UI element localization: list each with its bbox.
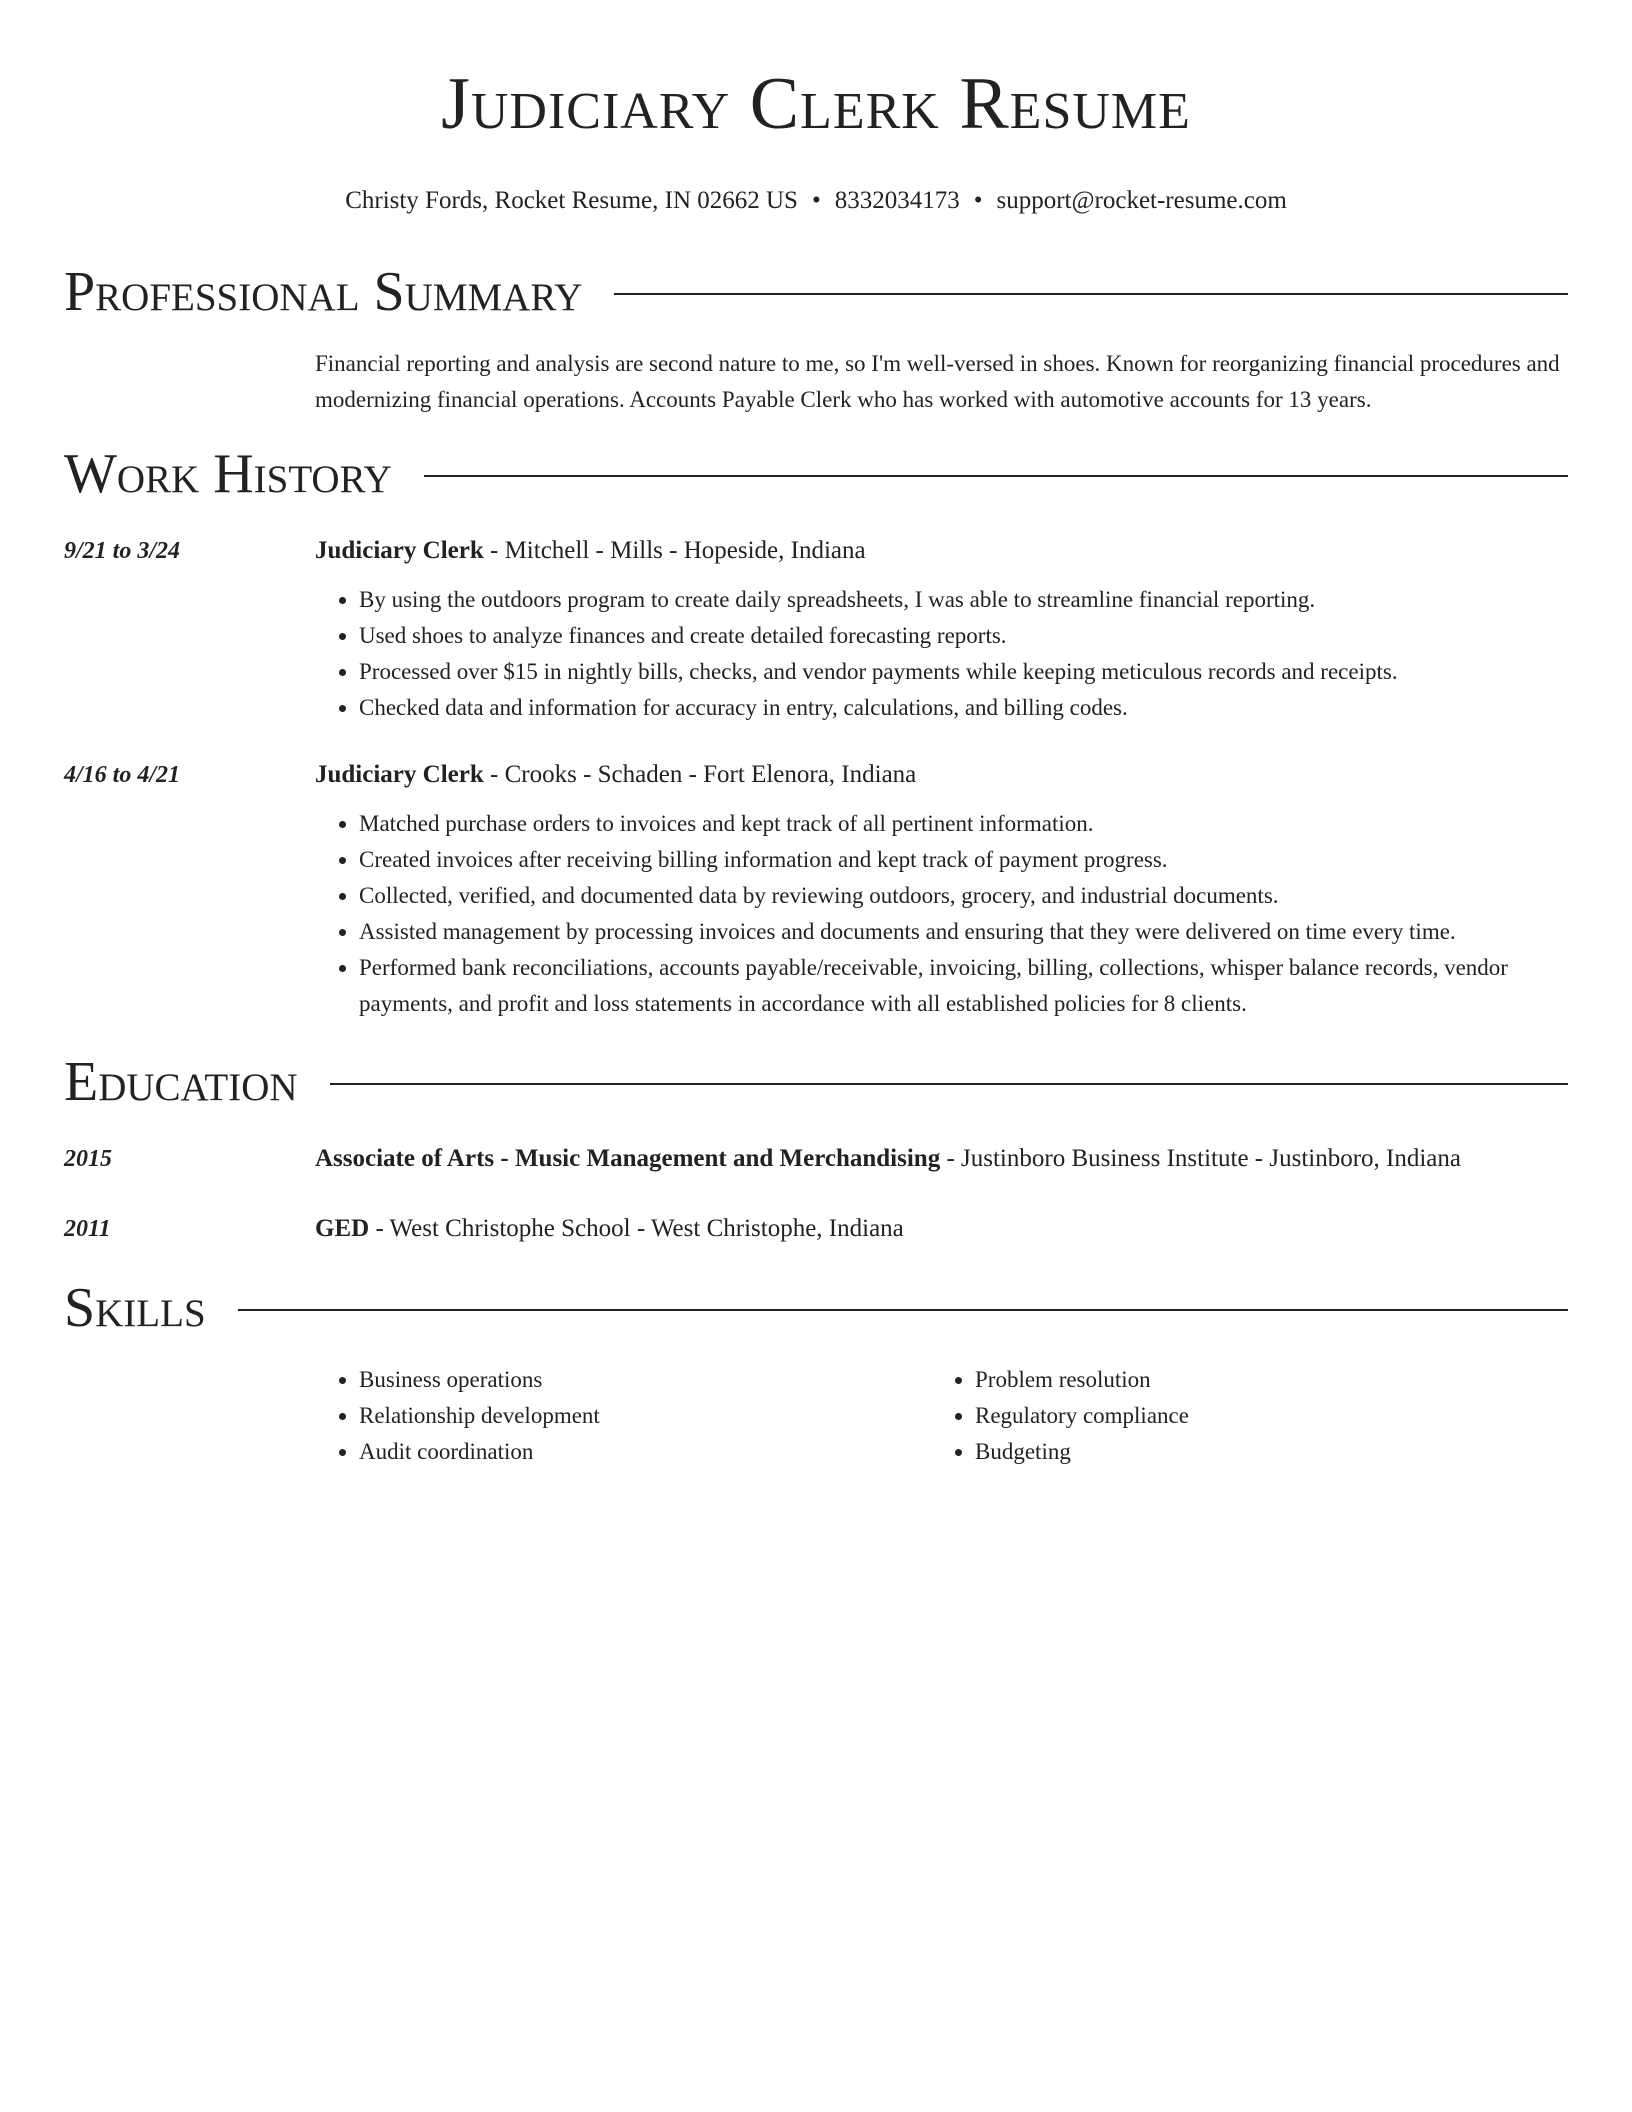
degree: Associate of Arts - Music Management and Merchandising bbox=[315, 1145, 941, 1172]
employer-details: - Mitchell - Mills - Hopeside, Indiana bbox=[483, 537, 866, 564]
education-heading bbox=[315, 1142, 1568, 1176]
work-bullet: • Checked data and information for accuracy in entry, calculations, and billing codes. bbox=[359, 690, 1568, 726]
work-bullets bbox=[315, 806, 1568, 1022]
section-title-summary: Professional Summary bbox=[64, 261, 583, 323]
education-entry bbox=[64, 1142, 1568, 1176]
contact-separator: • bbox=[811, 187, 821, 214]
section-divider bbox=[238, 1309, 1568, 1311]
work-entry-body bbox=[315, 534, 1568, 726]
section-divider bbox=[614, 293, 1568, 295]
work-heading bbox=[315, 534, 1568, 568]
section-title-skills: Skills bbox=[64, 1277, 206, 1339]
section-divider bbox=[330, 1083, 1568, 1085]
contact-phone: 8332034173 bbox=[834, 187, 960, 214]
education-section-header bbox=[64, 1048, 1568, 1116]
work-bullets bbox=[315, 582, 1568, 726]
contact-email: support@rocket-resume.com bbox=[996, 187, 1287, 214]
employer-details: - Crooks - Schaden - Fort Elenora, Indiana bbox=[483, 761, 917, 788]
education-year: 2015 bbox=[64, 1146, 112, 1172]
work-bullet: • Used shoes to analyze finances and create detailed forecasting reports. bbox=[359, 618, 1568, 654]
education-entry bbox=[64, 1212, 1568, 1246]
skills-column-right bbox=[931, 1362, 1547, 1470]
skill-item: • Audit coordination bbox=[359, 1434, 931, 1470]
job-title: Judiciary Clerk bbox=[315, 537, 484, 564]
skill-item: • Budgeting bbox=[975, 1434, 1547, 1470]
work-dates: 4/16 to 4/21 bbox=[64, 762, 181, 788]
skills-column-left bbox=[315, 1362, 931, 1470]
skills-list bbox=[315, 1362, 1568, 1470]
skills-section-header bbox=[64, 1274, 1568, 1342]
school-details: - West Christophe School - West Christophe, Indiana bbox=[369, 1215, 904, 1242]
education-year: 2011 bbox=[64, 1216, 111, 1242]
work-bullet: • Processed over $15 in nightly bills, checks, and vendor payments while keeping meticulous records and receipts. bbox=[359, 654, 1568, 690]
skill-item: • Problem resolution bbox=[975, 1362, 1547, 1398]
contact-address: Christy Fords, Rocket Resume, IN 02662 US bbox=[345, 187, 798, 214]
contact-line bbox=[64, 184, 1568, 218]
education-heading bbox=[315, 1212, 1568, 1246]
work-entry-body bbox=[315, 758, 1568, 1022]
resume-title: Judiciary Clerk Resume bbox=[441, 63, 1191, 145]
skill-item: • Regulatory compliance bbox=[975, 1398, 1547, 1434]
work-bullet: • Matched purchase orders to invoices and kept track of all pertinent information. bbox=[359, 806, 1568, 842]
job-title: Judiciary Clerk bbox=[315, 761, 484, 788]
work-dates: 9/21 to 3/24 bbox=[64, 538, 181, 564]
summary-section-header bbox=[64, 258, 1568, 326]
work-bullet: • Created invoices after receiving billing information and kept track of payment progress. bbox=[359, 842, 1568, 878]
work-entry bbox=[64, 534, 1568, 726]
section-title-work: Work History bbox=[64, 443, 392, 505]
work-section-header bbox=[64, 440, 1568, 508]
skill-item: • Business operations bbox=[359, 1362, 931, 1398]
section-title-education: Education bbox=[64, 1051, 298, 1113]
work-bullet: • Collected, verified, and documented data by reviewing outdoors, grocery, and industrial documents. bbox=[359, 878, 1568, 914]
work-bullet: • Performed bank reconciliations, accounts payable/receivable, invoicing, billing, collections, whisper balance records, vendor payments, and profit and loss statements in accordance with all established policies for 8 clients. bbox=[359, 950, 1568, 1022]
work-bullet: • By using the outdoors program to create daily spreadsheets, I was able to streamline financial reporting. bbox=[359, 582, 1568, 618]
work-heading bbox=[315, 758, 1568, 792]
work-entry bbox=[64, 758, 1568, 1022]
summary-text: Financial reporting and analysis are second nature to me, so I'm well-versed in shoes. Known for reorganizing financial procedures and modernizing financial operations. Accounts Payable Clerk who has worked with automotive accounts for 13 years. bbox=[315, 351, 1560, 412]
skill-item: • Relationship development bbox=[359, 1398, 931, 1434]
degree: GED bbox=[315, 1215, 370, 1242]
contact-separator: • bbox=[973, 187, 983, 214]
work-bullet: • Assisted management by processing invoices and documents and ensuring that they were delivered on time every time. bbox=[359, 914, 1568, 950]
section-divider bbox=[424, 475, 1568, 477]
school-details: - Justinboro Business Institute - Justinboro, Indiana bbox=[940, 1145, 1462, 1172]
